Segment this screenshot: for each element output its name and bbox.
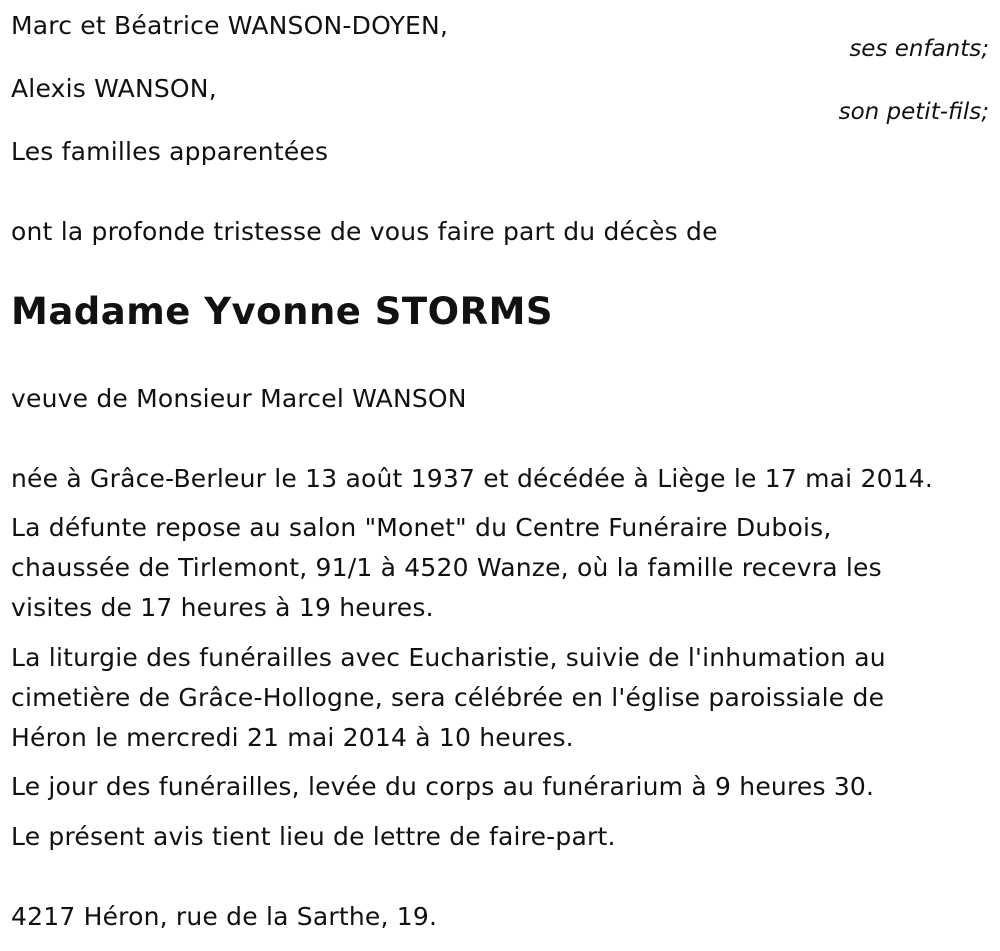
liturgy-paragraph: [11, 638, 971, 758]
birth-death: née à Grâce-Berleur le 13 août 1937 et décédée à Liège le 17 mai 2014.: [11, 464, 934, 493]
liturgy-line: La liturgie des funérailles avec Eucharistie, suivie de l'inhumation au: [11, 643, 886, 672]
liturgy-line: cimetière de Grâce-Hollogne, sera célébrée en l'église paroissiale de: [11, 683, 885, 712]
children-role: ses enfants;: [849, 36, 989, 62]
repose-paragraph: [11, 508, 971, 628]
announcement-text: ont la profonde tristesse de vous faire part du décès de: [11, 217, 718, 246]
grandson-role: son petit-fils;: [838, 99, 989, 125]
repose-line: visites de 17 heures à 19 heures.: [11, 593, 434, 622]
liturgy-line: Héron le mercredi 21 mai 2014 à 10 heures.: [11, 723, 574, 752]
children-name: Marc et Béatrice WANSON-DOYEN,: [11, 11, 449, 40]
faire-part-notice: Le présent avis tient lieu de lettre de faire-part.: [11, 822, 616, 851]
levee-du-corps: Le jour des funérailles, levée du corps au funérarium à 9 heures 30.: [11, 772, 875, 801]
deceased-name: Madame Yvonne STORMS: [11, 290, 554, 333]
grandson-name: Alexis WANSON,: [11, 74, 217, 103]
home-address: 4217 Héron, rue de la Sarthe, 19.: [11, 902, 438, 931]
repose-line: La défunte repose au salon "Monet" du Centre Funéraire Dubois,: [11, 513, 832, 542]
repose-line: chaussée de Tirlemont, 91/1 à 4520 Wanze, où la famille recevra les: [11, 553, 882, 582]
relatives: Les familles apparentées: [11, 137, 329, 166]
widow-of: veuve de Monsieur Marcel WANSON: [11, 384, 467, 413]
